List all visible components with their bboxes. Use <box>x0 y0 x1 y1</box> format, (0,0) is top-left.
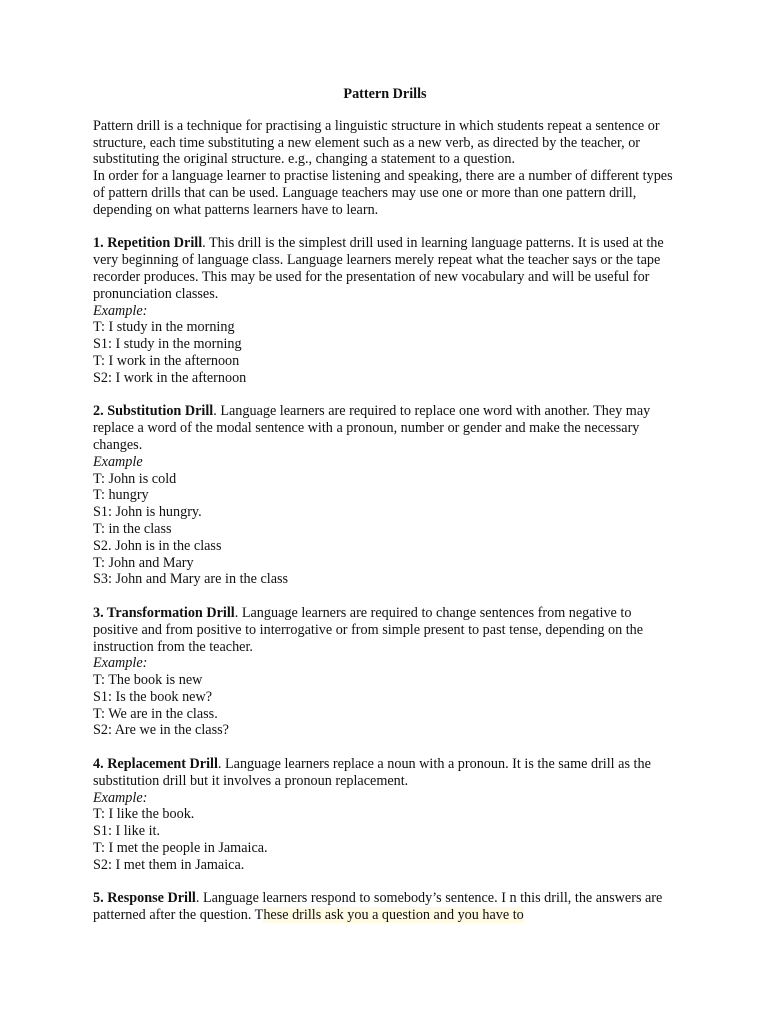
example-line: S1: John is hungry. <box>93 504 202 521</box>
intro-section <box>93 118 677 219</box>
example-line: T: We are in the class. <box>93 705 218 722</box>
example-label: Example: <box>93 302 148 319</box>
section-description: . This drill is the simplest drill used in learning language patterns. It is used at the very beginning of language class. Language learners merely repeat what the teacher says or the tape recorder produces. This may be used for the presentation of new vocabulary and will be useful for pronunciation classes. <box>93 235 664 302</box>
section-heading: 3. Transformation Drill <box>93 604 235 621</box>
intro-paragraph-1: Pattern drill is a technique for practising a linguistic structure in which students repeat a sentence or structure, each time substituting a new element such as a new verb, as directed by the teacher, or substituting the original structure. e.g., changing a statement to a question. <box>93 117 660 168</box>
section-description: . Language learners replace a noun with a pronoun. It is the same drill as the substitution drill but it involves a pronoun replacement. <box>93 756 651 789</box>
example-line: S3: John and Mary are in the class <box>93 571 289 588</box>
section-replacement-drill <box>93 756 677 874</box>
section-response-drill <box>93 890 677 924</box>
section-paragraph <box>93 890 677 924</box>
example-line: T: John is cold <box>93 470 177 487</box>
section-paragraph <box>93 403 677 453</box>
section-description: . Language learners are required to change sentences from negative to positive and from positive to interrogative or from simple present to past tense, depending on the instruction from the teacher. <box>93 604 644 655</box>
section-heading: 1. Repetition Drill <box>93 235 203 252</box>
section-transformation-drill <box>93 605 677 739</box>
example-line: T: I work in the afternoon <box>93 352 240 369</box>
example-line: S1: I study in the morning <box>93 336 242 353</box>
highlighted-text: hese drills ask you a question and you have to <box>263 907 524 924</box>
example-line: T: I like the book. <box>93 806 195 823</box>
section-description: . Language learners respond to somebody’s sentence. I n this drill, the answers are patterned after the question. T <box>93 890 663 924</box>
page-title: Pattern Drills <box>343 86 427 102</box>
example-line: S2: Are we in the class? <box>93 722 229 739</box>
section-paragraph <box>93 605 677 655</box>
section-repetition-drill <box>93 235 677 386</box>
example-line: T: in the class <box>93 520 172 537</box>
section-heading: 4. Replacement Drill <box>93 756 218 773</box>
example-label: Example: <box>93 789 148 806</box>
example-line: T: hungry <box>93 487 149 504</box>
example-line: T: John and Mary <box>93 554 194 571</box>
example-line: S1: Is the book new? <box>93 688 213 705</box>
section-description: . Language learners are required to replace one word with another. They may replace a word of the modal sentence with a pronoun, number or gender and make the necessary changes. <box>93 403 651 453</box>
example-line: S2: I work in the afternoon <box>93 369 247 386</box>
section-heading: 2. Substitution Drill <box>93 403 214 420</box>
example-line: S1: I like it. <box>93 823 160 840</box>
example-label: Example <box>93 453 143 470</box>
section-paragraph <box>93 235 677 302</box>
example-line: T: The book is new <box>93 672 203 689</box>
example-label: Example: <box>93 655 148 672</box>
section-heading: 5. Response Drill <box>93 890 196 907</box>
example-line: S2. John is in the class <box>93 537 222 554</box>
example-line: S2: I met them in Jamaica. <box>93 856 245 873</box>
example-line: T: I met the people in Jamaica. <box>93 840 268 857</box>
example-line: T: I study in the morning <box>93 319 235 336</box>
intro-paragraph-2: In order for a language learner to practise listening and speaking, there are a number of different types of pattern drills that can be used. Language teachers may use one or more than one pattern drill, depending on what patterns learners have to learn. <box>93 168 673 218</box>
document-body <box>93 86 677 941</box>
section-substitution-drill <box>93 403 677 588</box>
section-paragraph <box>93 756 677 790</box>
